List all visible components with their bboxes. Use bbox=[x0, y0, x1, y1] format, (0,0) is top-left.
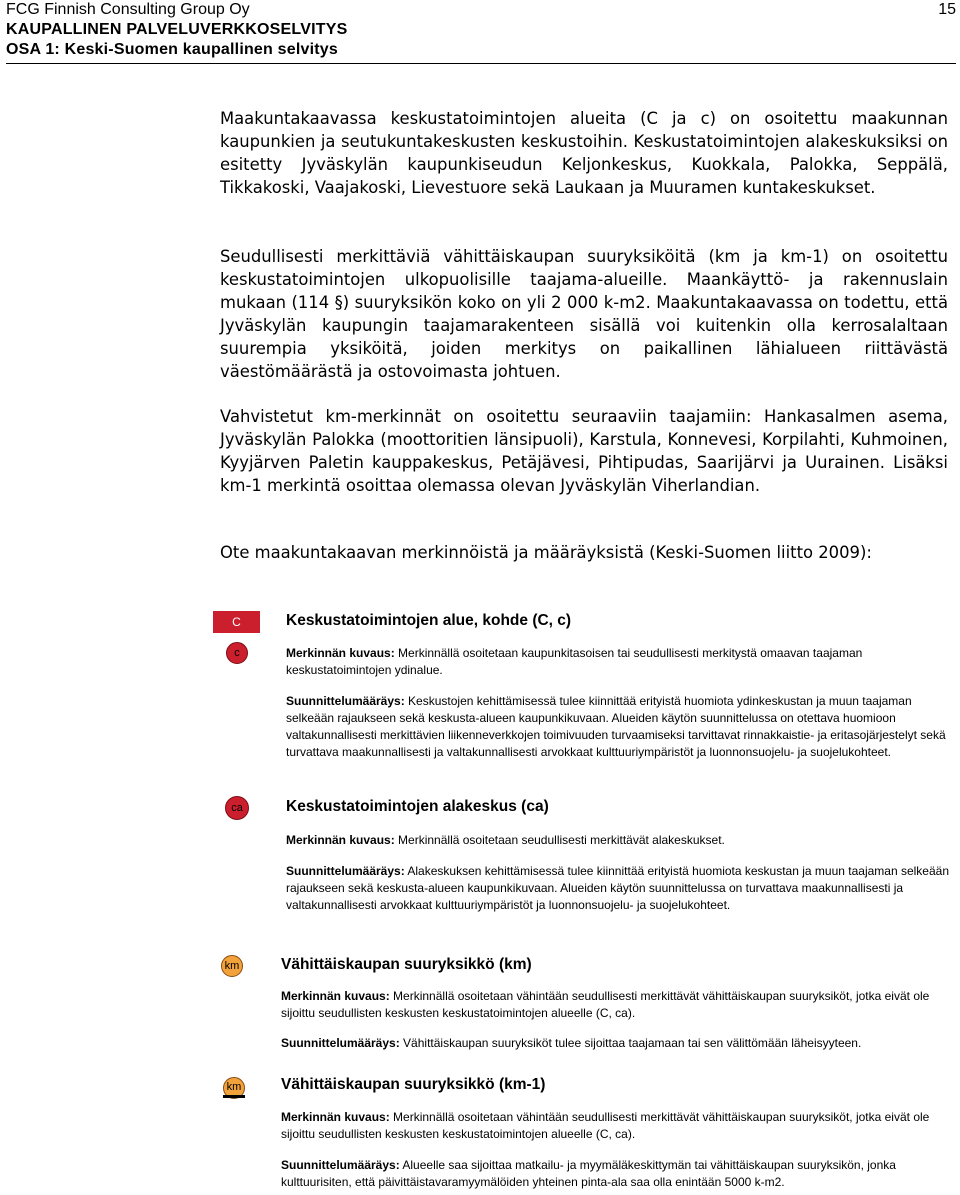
rule-text-3: Vähittäiskaupan suuryksiköt tulee sijoittaa taajamaan tai sen välittömään läheisyyteen. bbox=[403, 1036, 862, 1050]
rule-label-1: Suunnittelumääräys: bbox=[286, 694, 405, 708]
rule-text-1: Keskustojen kehittämisessä tulee kiinnittää erityistä huomiota ydinkeskustan ja muun taajaman selkeään rajaukseen sekä keskusta-alueen kaupunkikuvaan. Alueiden käytön suunnittelussa on otettava huomioon valtakunnallisesti merkittävien liikenneverkkojen toimivuuden turvaamiseksi tarvittavat rinnakkaistie- ja eritasojärjestelyt sekä turvattava maakunnallisesti ja valtakunnallisesti arvokkaat kulttuuriympäristöt ja luonnonsuojelu- ja suojelukohteet. bbox=[286, 694, 946, 759]
legend-desc-3 bbox=[281, 988, 951, 1022]
legend-desc-1 bbox=[286, 645, 951, 679]
rule-text-2: Alakeskuksen kehittämisessä tulee kiinnittää erityistä huomiota keskustan ja muun taajaman selkeään rajaukseen sekä keskusta-alueen kaupunkikuvaan. Alueiden käytön suunnittelussa on turvattava maakunnallisesti ja valtakunnallisesti arvokkaat kulttuuriympäristöt ja luonnonsuojelu- ja suojelukohteet. bbox=[286, 864, 949, 912]
symbol-c-circle: c bbox=[226, 642, 248, 664]
symbol-C-rect: C bbox=[213, 611, 260, 633]
paragraph-2: Seudullisesti merkittäviä vähittäiskaupan suuryksiköitä (km ja km-1) on osoitettu keskustatoimintojen ulkopuolisille taajama-alueille. Maankäyttö- ja rakennuslain mukaan (114 §) suuryksikön koko on yli 2 000 k-m2. Maakuntakaavassa on todettu, että Jyväskylän kaupungin taajamarakenteen sisällä voi kuitenkin olla kerrosalaltaan suurempia yksiköitä, joiden merkitys on paikallinen lähialueen riittävästä väestömäärästä ja ostovoimasta johtuen. bbox=[220, 247, 948, 381]
symbol-km-1-underline bbox=[223, 1095, 245, 1098]
desc-label-3: Merkinnän kuvaus: bbox=[281, 989, 390, 1003]
legend-rule-1 bbox=[286, 693, 951, 761]
desc-text-3: Merkinnällä osoitetaan vähintään seudullisesti merkittävät vähittäiskaupan suuryksiköt, jotka eivät ole sijoittu seudullisten keskusten keskustatoimintojen alueelle (C, ca). bbox=[281, 989, 930, 1020]
legend-desc-2 bbox=[286, 832, 951, 849]
legend-title-3: Vähittäiskaupan suuryksikkö (km) bbox=[281, 956, 532, 973]
plan-legend-excerpt bbox=[210, 600, 955, 1195]
legend-title-4: Vähittäiskaupan suuryksikkö (km-1) bbox=[281, 1076, 546, 1093]
rule-label-2: Suunnittelumääräys: bbox=[286, 864, 405, 878]
symbol-km-circle: km bbox=[221, 955, 243, 977]
paragraph-4: Ote maakuntakaavan merkinnöistä ja määräyksistä (Keski-Suomen liitto 2009): bbox=[220, 543, 872, 562]
paragraph-1: Maakuntakaavassa keskustatoimintojen alueita (C ja c) on osoitettu maakunnan kaupunkien ja seutukuntakeskusten keskustoihin. Keskustatoimintojen alakeskuksiksi on esitetty Jyväskylän kaupunkiseudun Keljonkeskus, Kuokkala, Palokka, Seppälä, Tikkakoski, Vaajakoski, Lievestuore sekä Laukaan ja Muuramen kuntakeskukset. bbox=[220, 109, 948, 197]
header-divider bbox=[6, 63, 956, 64]
rule-label-3: Suunnittelumääräys: bbox=[281, 1036, 400, 1050]
legend-title-1: Keskustatoimintojen alue, kohde (C, c) bbox=[286, 612, 572, 629]
page-header bbox=[6, 0, 956, 64]
section-title: OSA 1: Keski-Suomen kaupallinen selvitys bbox=[6, 41, 338, 58]
legend-title-2: Keskustatoimintojen alakeskus (ca) bbox=[286, 798, 549, 815]
symbol-km-1-label: km bbox=[226, 1081, 242, 1093]
report-title: KAUPALLINEN PALVELUVERKKOSELVITYS bbox=[6, 21, 348, 38]
desc-label-4: Merkinnän kuvaus: bbox=[281, 1110, 390, 1124]
desc-label-1: Merkinnän kuvaus: bbox=[286, 646, 395, 660]
legend-rule-4 bbox=[281, 1157, 951, 1191]
paragraph-3: Vahvistetut km-merkinnät on osoitettu seuraaviin taajamiin: Hankasalmen asema, Jyväskylän Palokka (moottoritien länsipuoli), Karstula, Konnevesi, Korpilahti, Kuhmoinen, Kyyjärven Paletin kauppakeskus, Petäjävesi, Pihtipudas, Saarijärvi ja Uurainen. Lisäksi km-1 merkintä osoittaa olemassa olevan Jyväskylän Viherlandian. bbox=[220, 407, 948, 495]
desc-text-2: Merkinnällä osoitetaan seudullisesti merkittävät alakeskukset. bbox=[398, 833, 725, 847]
legend-desc-4 bbox=[281, 1109, 951, 1143]
rule-label-4: Suunnittelumääräys: bbox=[281, 1158, 400, 1172]
symbol-ca-circle: ca bbox=[225, 796, 249, 820]
company-name: FCG Finnish Consulting Group Oy bbox=[6, 1, 250, 18]
legend-rule-2 bbox=[286, 863, 951, 914]
desc-text-4: Merkinnällä osoitetaan vähintään seudullisesti merkittävät vähittäiskaupan suuryksiköt, jotka eivät ole sijoittu seudullisten keskusten keskustatoimintojen alueelle (C, ca). bbox=[281, 1110, 930, 1141]
desc-text-1: Merkinnällä osoitetaan kaupunkitasoisen tai seudullisesti merkitystä omaavan taajaman keskustatoimintojen ydinalue. bbox=[286, 646, 863, 677]
legend-rule-3 bbox=[281, 1035, 951, 1052]
rule-text-4: Alueelle saa sijoittaa matkailu- ja myymäläkeskittymän tai vähittäiskaupan suuryksikön, jonka kulttuurisiten, että päivittäistavaramyymälöiden yhteinen pinta-ala saa olla enintään 5000 k-m2. bbox=[281, 1158, 896, 1189]
page-number: 15 bbox=[938, 1, 956, 18]
desc-label-2: Merkinnän kuvaus: bbox=[286, 833, 395, 847]
